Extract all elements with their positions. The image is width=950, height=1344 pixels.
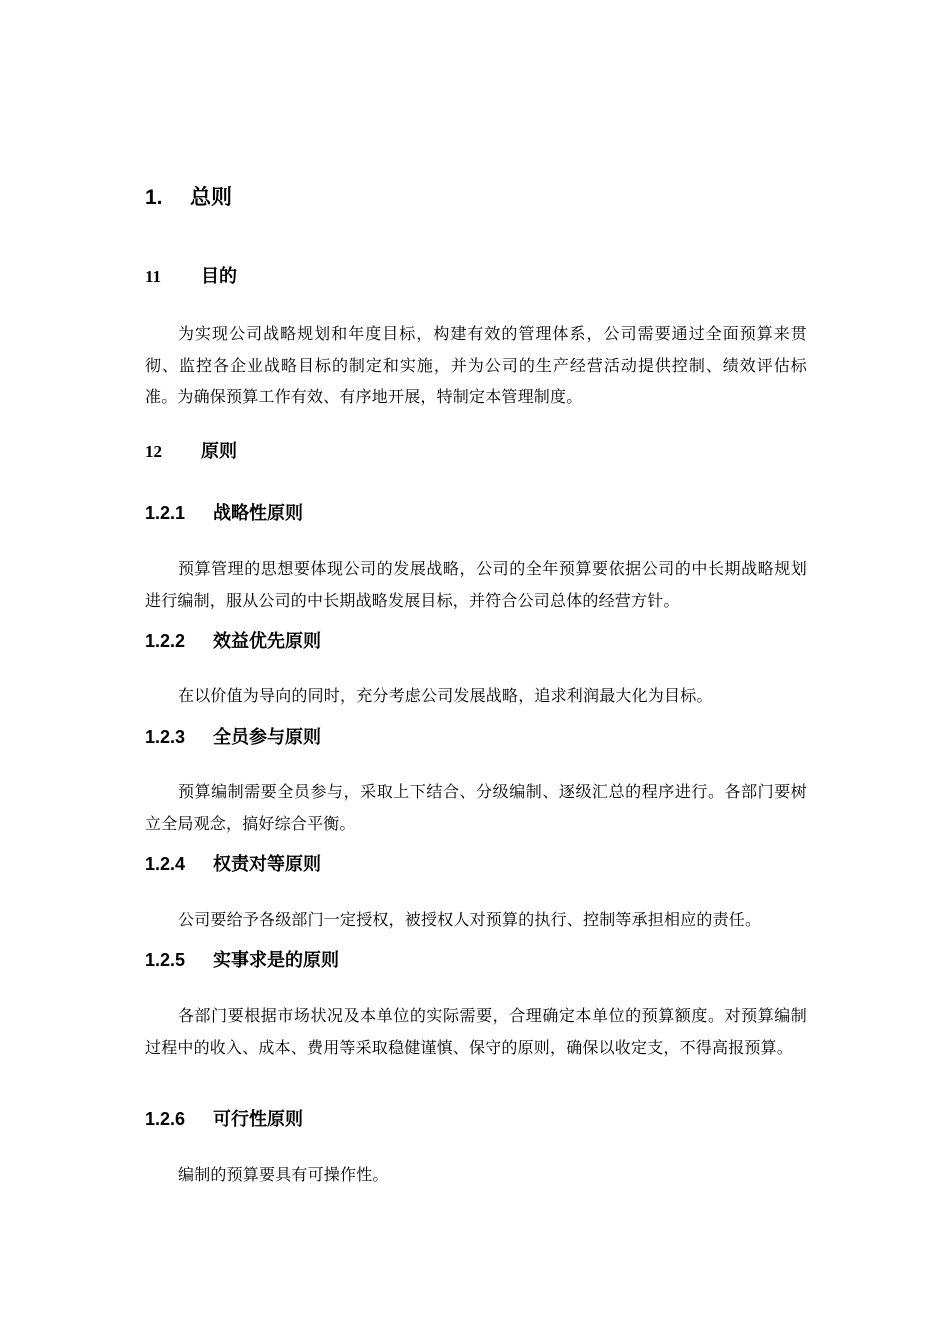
heading-title: 目的 (201, 266, 237, 286)
heading-number: 1. (145, 186, 163, 209)
heading-number: 1.2.5 (145, 950, 186, 970)
heading-strategic-principle (145, 499, 303, 525)
heading-number: 12 (145, 442, 162, 461)
heading-purpose (145, 262, 237, 288)
heading-general-provisions (145, 181, 232, 211)
paragraph-feasibility-principle: 编制的预算要具有可操作性。 (178, 1165, 389, 1184)
paragraph-benefit-priority-principle: 在以价值为导向的同时，充分考虑公司发展战略，追求利润最大化为目标。 (178, 686, 713, 705)
heading-realistic-principle (145, 946, 339, 972)
heading-number: 1.2.1 (145, 503, 186, 523)
paragraph-full-participation-principle: 预算编制需要全员参与，采取上下结合、分级编制、逐级汇总的程序进行。各部门要树立全局观念，搞好综合平衡。 (145, 782, 807, 833)
paragraph-realistic-principle: 各部门要根据市场状况及本单位的实际需要，合理确定本单位的预算额度。对预算编制过程中的收入、成本、费用等采取稳健谨慎、保守的原则，确保以收定支，不得高报预算。 (145, 1006, 807, 1057)
heading-title: 战略性原则 (213, 503, 303, 523)
heading-title: 可行性原则 (213, 1109, 303, 1129)
heading-number: 1.2.3 (145, 727, 186, 747)
heading-feasibility-principle (145, 1105, 303, 1131)
heading-title: 实事求是的原则 (213, 950, 339, 970)
heading-title: 权责对等原则 (213, 854, 321, 874)
heading-benefit-priority-principle (145, 627, 321, 653)
heading-rights-responsibilities-principle (145, 850, 321, 876)
heading-number: 1.2.4 (145, 854, 186, 874)
heading-principles (145, 437, 237, 463)
paragraph-purpose: 为实现公司战略规划和年度目标，构建有效的管理体系，公司需要通过全面预算来贯彻、监控各企业战略目标的制定和实施，并为公司的生产经营活动提供控制、绩效评估标准。为确保预算工作有效、有序地开展，特制定本管理制度。 (145, 324, 807, 406)
heading-full-participation-principle (145, 723, 321, 749)
heading-number: 1.2.2 (145, 631, 186, 651)
heading-title: 全员参与原则 (213, 727, 321, 747)
heading-title: 总则 (190, 186, 232, 209)
paragraph-strategic-principle: 预算管理的思想要体现公司的发展战略，公司的全年预算要依据公司的中长期战略规划进行编制，服从公司的中长期战略发展目标，并符合公司总体的经营方针。 (145, 559, 807, 610)
heading-number: 1.2.6 (145, 1109, 186, 1129)
heading-title: 效益优先原则 (213, 631, 321, 651)
paragraph-rights-responsibilities-principle: 公司要给予各级部门一定授权，被授权人对预算的执行、控制等承担相应的责任。 (178, 910, 762, 929)
heading-title: 原则 (201, 441, 237, 461)
heading-number: 11 (145, 267, 162, 286)
